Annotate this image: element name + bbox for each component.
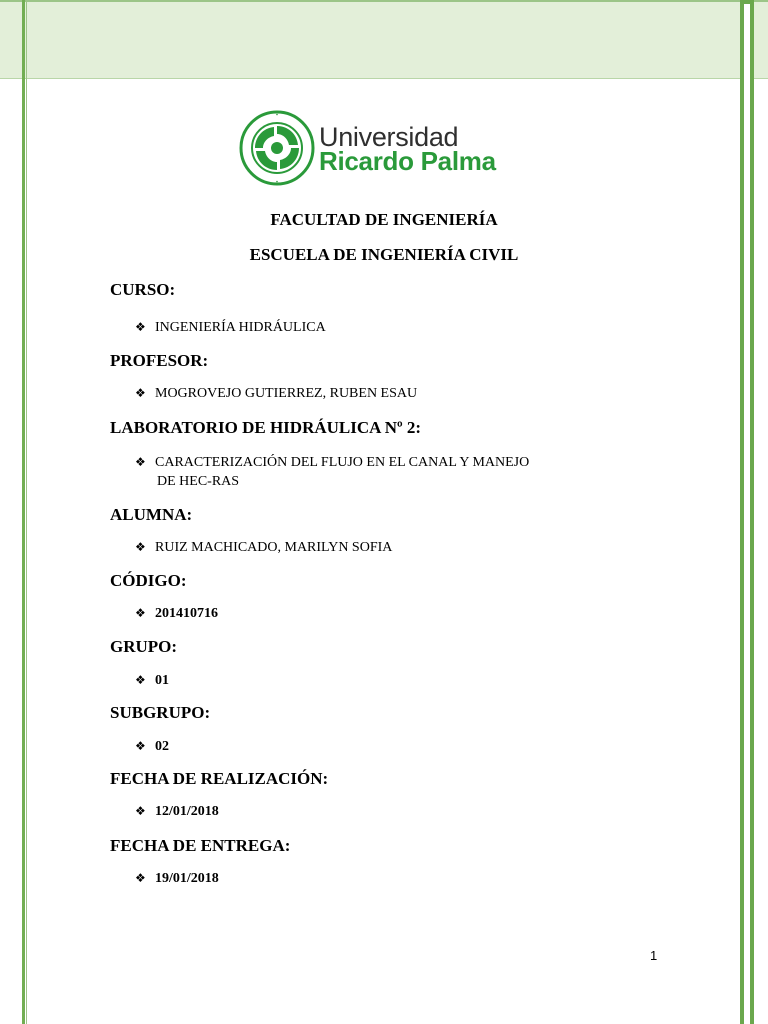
alumna-heading: ALUMNA:	[110, 505, 193, 524]
diamond-bullet-icon: ❖	[135, 455, 146, 469]
laboratorio-value-line1: CARACTERIZACIÓN DEL FLUJO EN EL CANAL Y MANEJO	[155, 455, 530, 470]
subgrupo-heading: SUBGRUPO:	[110, 703, 211, 722]
profesor-item	[135, 384, 417, 403]
university-logo	[239, 110, 529, 186]
diamond-bullet-icon: ❖	[135, 386, 146, 400]
page-number: 1	[650, 948, 658, 963]
laboratorio-heading: LABORATORIO DE HIDRÁULICA Nº 2:	[110, 418, 422, 437]
fecha-entrega-item	[135, 869, 219, 888]
diamond-bullet-icon: ❖	[135, 606, 146, 620]
frame-line-left	[22, 0, 25, 1024]
diamond-bullet-icon: ❖	[135, 739, 146, 753]
header-band	[0, 0, 768, 79]
codigo-value: 201410716	[155, 606, 218, 621]
fecha-entrega-heading: FECHA DE ENTREGA:	[110, 836, 291, 855]
subgrupo-value: 02	[155, 739, 169, 754]
logo-line2: Ricardo Palma	[319, 146, 496, 176]
subgrupo-item	[135, 737, 169, 756]
grupo-item	[135, 671, 169, 690]
frame-right-gap	[744, 4, 750, 1024]
frame-line-left-thin	[26, 0, 27, 1024]
fecha-realizacion-value: 12/01/2018	[155, 804, 219, 819]
diamond-bullet-icon: ❖	[135, 540, 146, 554]
fecha-entrega-value: 19/01/2018	[155, 871, 219, 886]
curso-heading: CURSO:	[110, 280, 176, 299]
fecha-realizacion-heading: FECHA DE REALIZACIÓN:	[110, 769, 329, 788]
grupo-value: 01	[155, 673, 169, 688]
alumna-value: RUIZ MACHICADO, MARILYN SOFIA	[155, 540, 393, 555]
alumna-item	[135, 538, 392, 557]
codigo-heading: CÓDIGO:	[110, 571, 187, 590]
codigo-item	[135, 604, 218, 623]
profesor-value: MOGROVEJO GUTIERREZ, RUBEN ESAU	[155, 386, 418, 401]
diamond-bullet-icon: ❖	[135, 320, 146, 334]
grupo-heading: GRUPO:	[110, 637, 178, 656]
diamond-bullet-icon: ❖	[135, 871, 146, 885]
laboratorio-value-line2: DE HEC-RAS	[157, 474, 240, 489]
diamond-bullet-icon: ❖	[135, 673, 146, 687]
profesor-heading: PROFESOR:	[110, 351, 209, 370]
logo-line1: Universidad	[319, 122, 459, 152]
faculty-title: FACULTAD DE INGENIERÍA	[270, 210, 498, 229]
laboratorio-item	[135, 453, 529, 491]
university-seal-icon	[239, 110, 315, 186]
fecha-realizacion-item	[135, 802, 219, 821]
curso-item	[135, 318, 326, 337]
frame-line-right-inner	[750, 0, 754, 1024]
diamond-bullet-icon: ❖	[135, 804, 146, 818]
curso-value: INGENIERÍA HIDRÁULICA	[155, 320, 326, 335]
school-title: ESCUELA DE INGENIERÍA CIVIL	[249, 245, 519, 264]
